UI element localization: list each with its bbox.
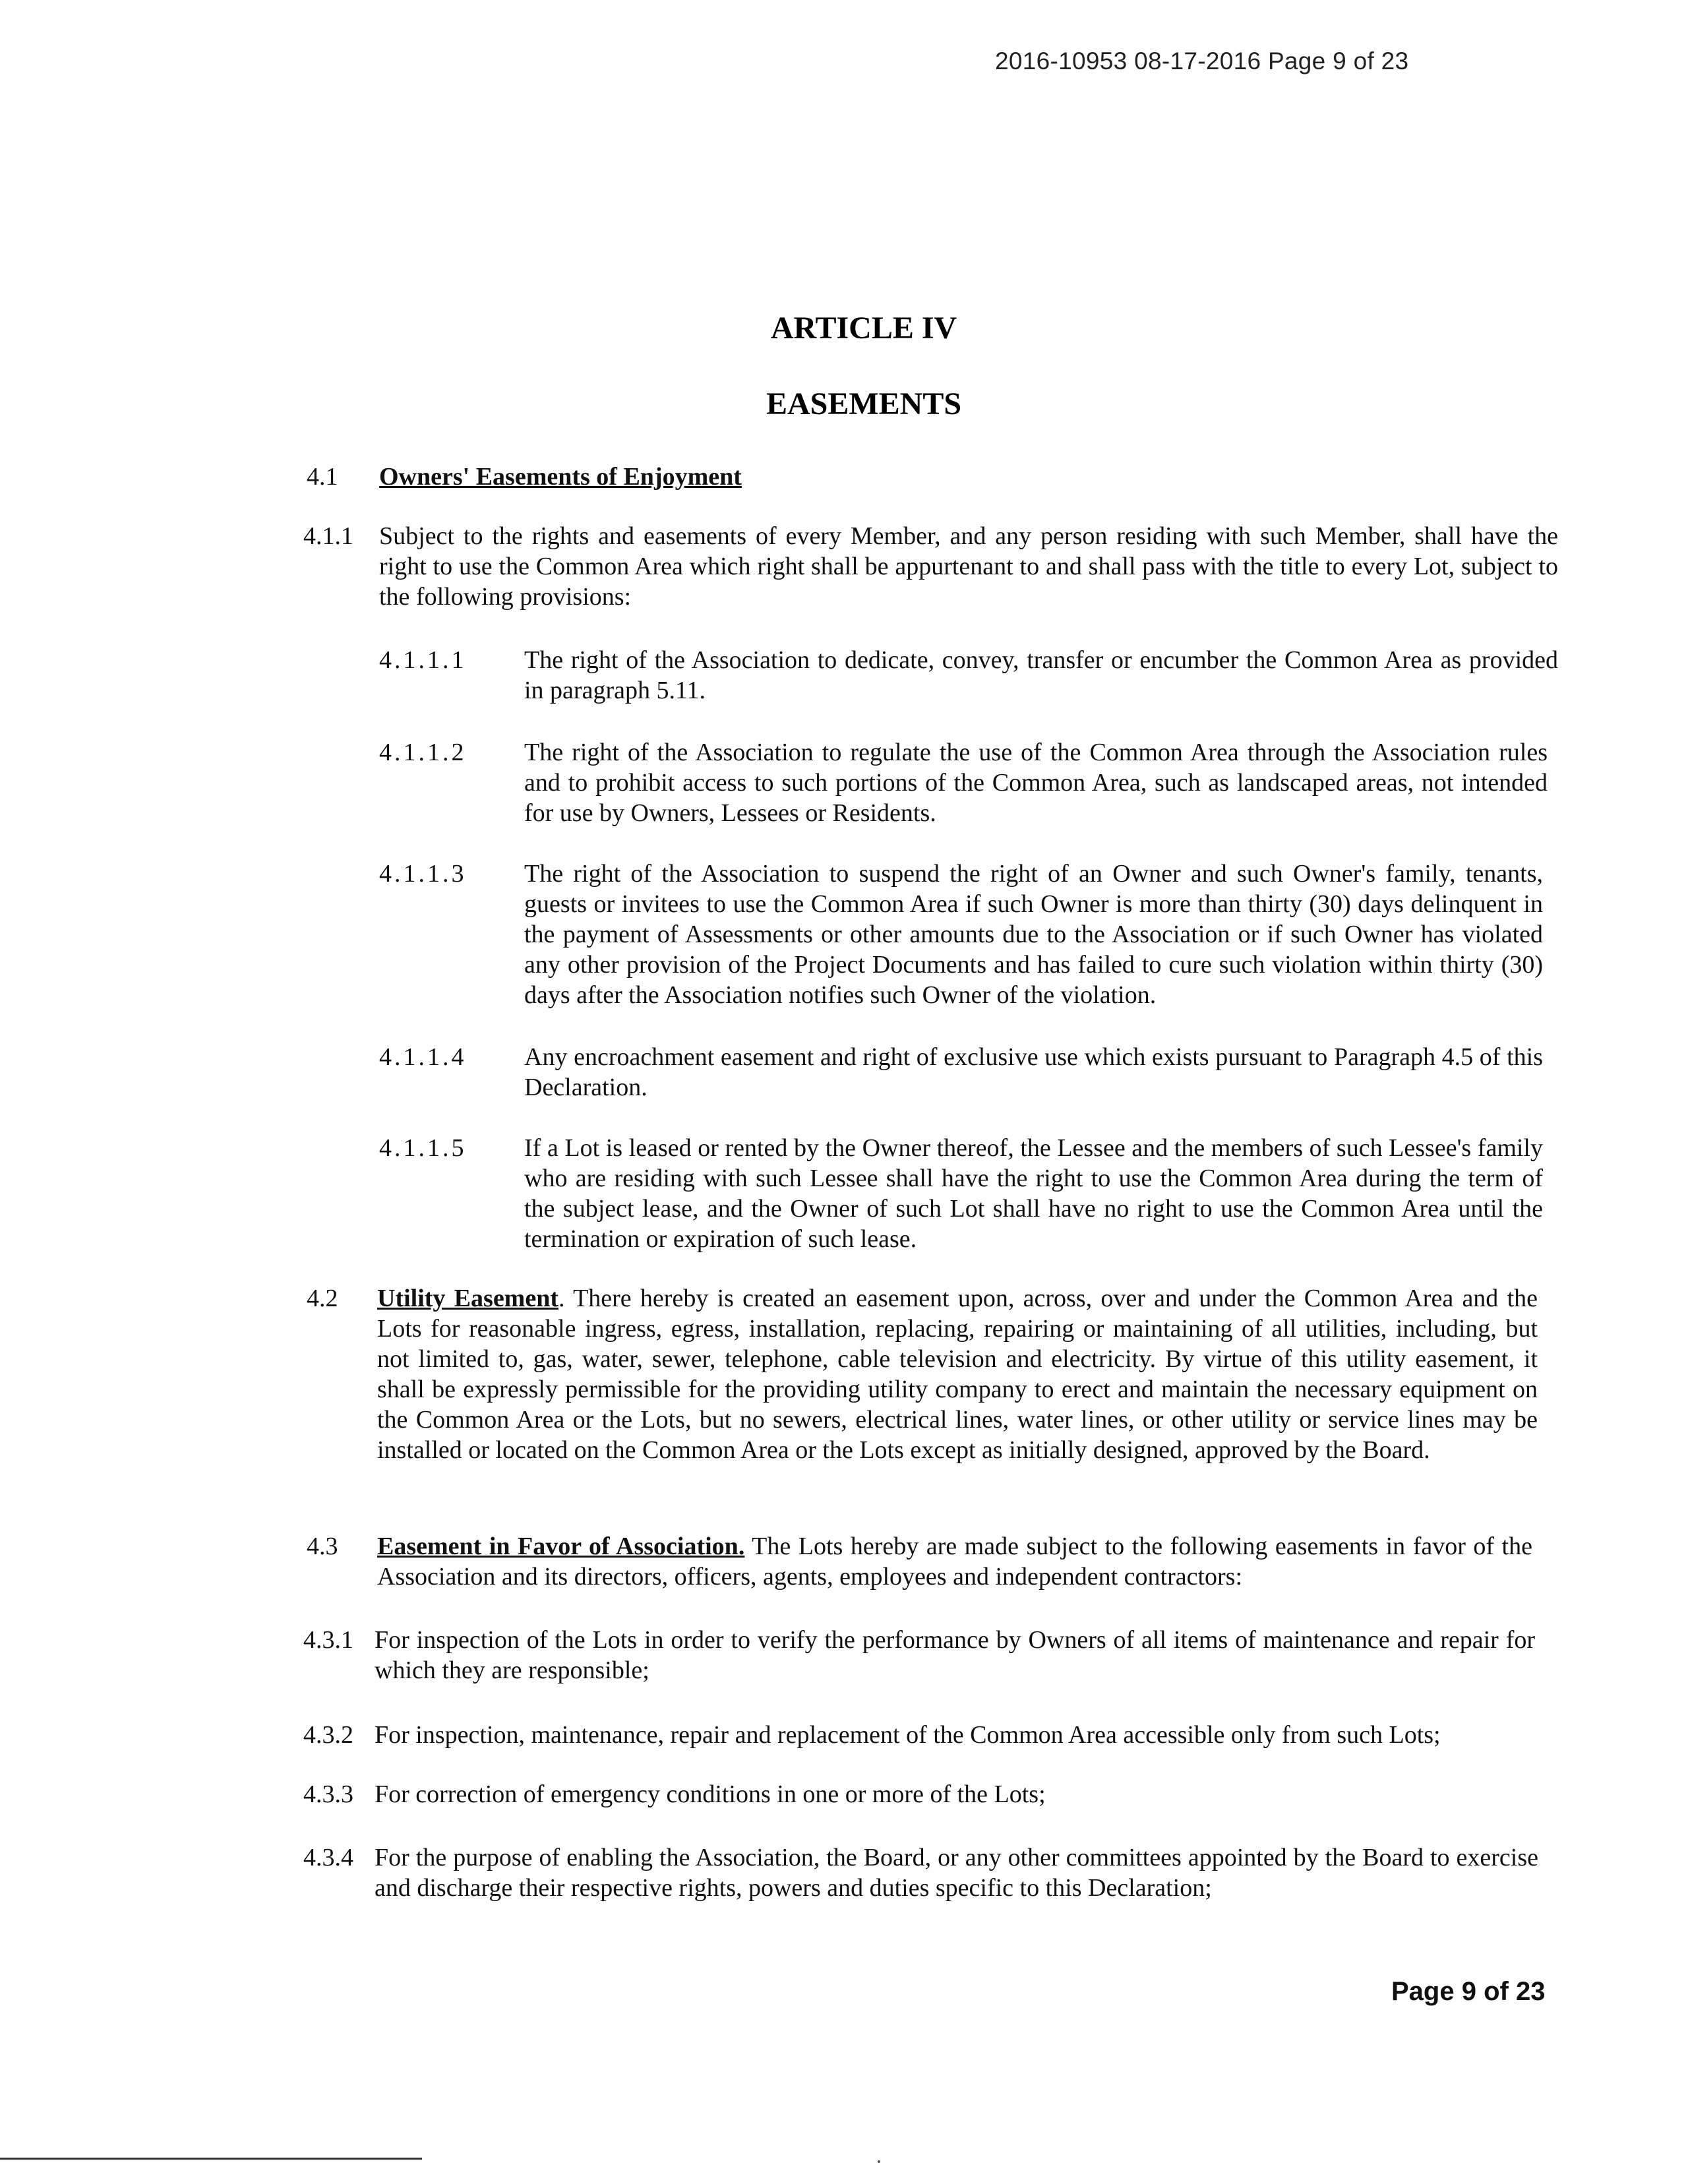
section-4-3-4-number: 4.3.4 bbox=[303, 1844, 353, 1871]
section-4-3-2-text: For inspection, maintenance, repair and replacement of the Common Area accessible only from such Lots; bbox=[375, 1721, 1441, 1749]
bottom-scan-dot bbox=[878, 2160, 880, 2163]
section-4-1-1-3-number: 4.1.1.3 bbox=[379, 860, 467, 888]
article-title: EASEMENTS bbox=[766, 386, 962, 421]
section-4-1-heading bbox=[379, 462, 742, 492]
section-4-3-1-number: 4.3.1 bbox=[303, 1626, 353, 1654]
bottom-scan-rule bbox=[0, 2158, 422, 2160]
section-4-3-3-number: 4.3.3 bbox=[303, 1780, 353, 1808]
article-number: ARTICLE IV bbox=[770, 311, 957, 346]
section-4-2-text: . There hereby is created an easement upon, across, over and under the Common Area and the Lots for reasonable ingress, egress, installation, replacing, repairing or maintaining of all utilities, including, but not limited to, gas, water, sewer, telephone, cable television and electricity. By virtue of this utility easement, it shall be expressly permissible for the providing utility company to erect and maintain the necessary equipment on the Common Area or the Lots, but no sewers, electrical lines, water lines, or other utility or service lines may be installed or located on the Common Area or the Lots except as initially designed, approved by the Board. bbox=[377, 1285, 1538, 1464]
section-4-1-heading-text: Owners' Easements of Enjoyment bbox=[379, 463, 742, 491]
section-4-1-1-number: 4.1.1 bbox=[303, 522, 353, 550]
section-4-1-1-text: Subject to the rights and easements of every Member, and any person residing with such Member, shall have the right to use the Common Area which right shall be appurtenant to and shall pass with the title to every Lot, subject to the following provisions: bbox=[379, 522, 1558, 611]
section-4-3-1-text: For inspection of the Lots in order to verify the performance by Owners of all items of maintenance and repair for which they are responsible; bbox=[375, 1626, 1535, 1684]
section-4-3-text: The Lots hereby are made subject to the following easements in favor of the Association and its directors, officers, agents, employees and independent contractors: bbox=[377, 1532, 1532, 1591]
section-4-3-3-text: For correction of emergency conditions in one or more of the Lots; bbox=[375, 1780, 1046, 1808]
section-4-3-heading: Easement in Favor of Association. bbox=[377, 1532, 745, 1560]
section-4-1-1-2-text: The right of the Association to regulate the use of the Common Area through the Association rules and to prohibit access to such portions of the Common Area, such as landscaped areas, not intended for use by Owners, Lessees or Residents. bbox=[524, 739, 1548, 827]
page-number-footer: Page 9 of 23 bbox=[1391, 1977, 1546, 2006]
section-4-3-paragraph bbox=[377, 1531, 1532, 1592]
section-4-1-1-4-number: 4.1.1.4 bbox=[379, 1043, 467, 1071]
section-4-1-1-5-text: If a Lot is leased or rented by the Owner thereof, the Lessee and the members of such Lessee's family who are residing with such Lessee shall have the right to use the Common Area during the term of the subject lease, and the Owner of such Lot shall have no right to use the Common Area until the termination or expiration of such lease. bbox=[524, 1134, 1543, 1253]
section-4-1-1-1-number: 4.1.1.1 bbox=[379, 646, 467, 674]
section-4-1-1-1-text: The right of the Association to dedicate, convey, transfer or encumber the Common Area as provided in paragraph 5.11. bbox=[524, 646, 1558, 704]
section-4-1-1-5-number: 4.1.1.5 bbox=[379, 1134, 467, 1162]
section-4-2-paragraph bbox=[377, 1283, 1538, 1465]
section-4-1-1-4-text: Any encroachment easement and right of exclusive use which exists pursuant to Paragraph 4.5 of this Declaration. bbox=[524, 1043, 1543, 1101]
section-4-1-number: 4.1 bbox=[307, 463, 338, 491]
section-4-3-2-number: 4.3.2 bbox=[303, 1721, 353, 1749]
section-4-3-number: 4.3 bbox=[307, 1532, 338, 1560]
section-4-2-number: 4.2 bbox=[307, 1285, 338, 1312]
section-4-1-1-2-number: 4.1.1.2 bbox=[379, 739, 467, 766]
document-reference-header: 2016-10953 08-17-2016 Page 9 of 23 bbox=[995, 47, 1409, 75]
section-4-3-4-text: For the purpose of enabling the Association, the Board, or any other committees appointed by the Board to exercise and discharge their respective rights, powers and duties specific to this Declaration; bbox=[375, 1844, 1538, 1902]
section-4-1-1-3-text: The right of the Association to suspend the right of an Owner and such Owner's family, tenants, guests or invitees to use the Common Area if such Owner is more than thirty (30) days delinquent in the payment of Assessments or other amounts due to the Association or if such Owner has violated any other provision of the Project Documents and has failed to cure such violation within thirty (30) days after the Association notifies such Owner of the violation. bbox=[524, 860, 1543, 1009]
section-4-2-heading: Utility Easement bbox=[377, 1285, 558, 1312]
